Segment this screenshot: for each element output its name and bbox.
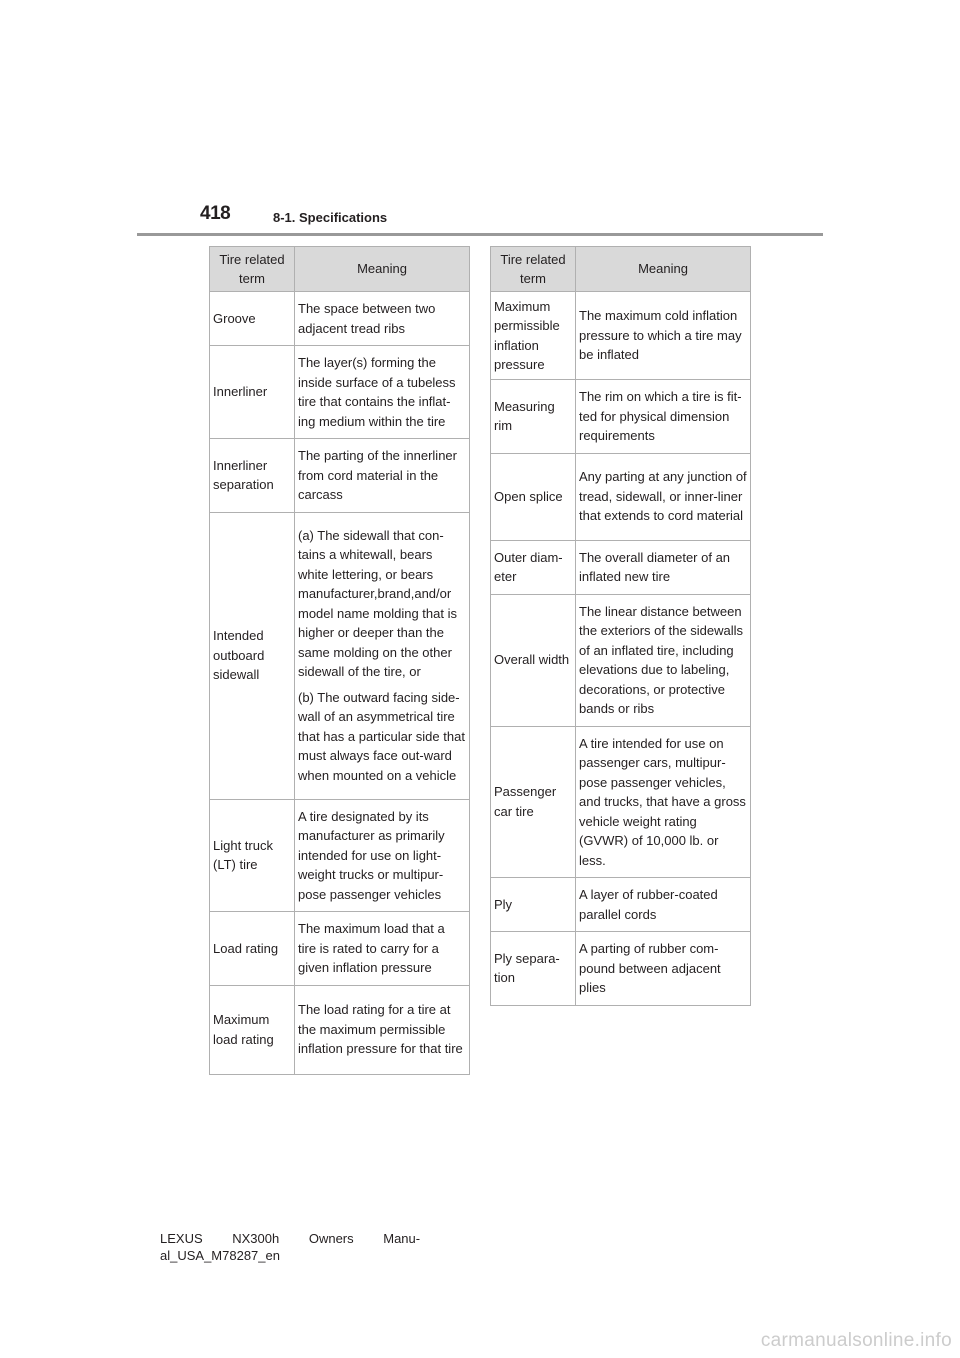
meaning-text: A tire designated by its manufacturer as primarily intended for use on light-weight trucks or multipur-pose passenger vehicles [298,808,445,902]
term-cell: Measuring rim [491,380,576,454]
meaning-cell [576,594,751,726]
term-cell: Ply [491,878,576,932]
meaning-text: A tire intended for use on passenger cars, multipur-pose passenger vehicles, and trucks, that have a gross vehicle weight rating (GVWR) of 10,000 lb. or less. [579,735,746,868]
meaning-text: (b) The outward facing side-wall of an asymmetrical tire that has a particular side that must always face out-ward when mounted on a vehicle [298,689,465,783]
meaning-text: (a) The sidewall that con-tains a whitewall, bears white lettering, or bears manufacturer,brand,and/or model name molding that is higher or deeper than the same molding on the other sidewall of the tire, or [298,527,457,680]
meaning-cell [295,292,470,346]
meaning-cell [295,912,470,986]
table-row [491,540,751,594]
meaning-cell [576,932,751,1006]
meaning-text: Any parting at any junction of tread, sidewall, or inner-liner that extends to cord material [579,469,747,524]
document-footer [160,1230,420,1264]
meaning-text: A layer of rubber-coated parallel cords [579,887,718,922]
footer-line-2: al_USA_M78287_en [160,1248,280,1263]
table-row [491,292,751,380]
page-number: 418 [200,203,231,224]
meaning-text: The rim on which a tire is fit-ted for physical dimension requirements [579,389,742,443]
term-cell: Maximum load rating [210,985,295,1074]
tire-terms-table-left [209,246,470,1075]
table-row [210,912,470,986]
meaning-text: The parting of the innerliner from cord material in the carcass [298,448,457,502]
meaning-cell [576,878,751,932]
table-row [210,985,470,1074]
meaning-text: The maximum load that a tire is rated to carry for a given inflation pressure [298,921,445,975]
term-cell: Ply separa-tion [491,932,576,1006]
term-cell: Intended outboard sidewall [210,512,295,799]
meaning-text: The linear distance between the exteriors of the sidewalls of an inflated tire, including elevations due to labeling, decorations, or protective bands or ribs [579,603,744,716]
term-cell: Innerliner separation [210,439,295,513]
column-header-term: Tire related term [210,247,295,292]
table-header-row [210,247,470,292]
table-row [491,726,751,878]
meaning-cell [576,453,751,540]
term-cell: Light truck (LT) tire [210,799,295,912]
table-row [491,878,751,932]
column-header-term: Tire related term [491,247,576,292]
meaning-text: The overall diameter of an inflated new tire [579,549,731,584]
term-cell: Passenger car tire [491,726,576,878]
table-row [491,380,751,454]
watermark: carmanualsonline.info [760,1330,952,1351]
column-header-meaning: Meaning [295,247,470,292]
term-cell: Groove [210,292,295,346]
tire-terms-table-right [490,246,751,1006]
column-header-meaning: Meaning [576,247,751,292]
table-row [491,932,751,1006]
meaning-text: A parting of rubber com-pound between adjacent plies [579,941,721,995]
term-cell: Maximum permissible inflation pressure [491,292,576,380]
term-cell: Load rating [210,912,295,986]
table-row [491,453,751,540]
meaning-cell [295,439,470,513]
term-cell: Open splice [491,453,576,540]
meaning-cell [576,726,751,878]
table-row [491,594,751,726]
meaning-cell [295,512,470,799]
meaning-text: The maximum cold inflation pressure to which a tire may be inflated [579,308,742,363]
meaning-cell [295,985,470,1074]
meaning-cell [295,799,470,912]
meaning-cell [576,540,751,594]
table-row [210,292,470,346]
meaning-text: The space between two adjacent tread ribs [298,301,436,336]
term-cell: Innerliner [210,346,295,439]
meaning-cell [295,346,470,439]
table-header-row [491,247,751,292]
term-cell: Outer diam-eter [491,540,576,594]
table-row [210,799,470,912]
term-cell: Overall width [491,594,576,726]
meaning-text: The load rating for a tire at the maximum permissible inflation pressure for that tire [298,1002,463,1057]
meaning-cell [576,380,751,454]
table-row [210,439,470,513]
meaning-text: The layer(s) forming the inside surface of a tubeless tire that contains the inflat-ing medium within the tire [298,355,456,429]
table-row [210,346,470,439]
footer-line-1: LEXUS NX300h Owners Manu- [160,1231,421,1246]
table-row [210,512,470,799]
meaning-cell [576,292,751,380]
header-divider [137,233,823,236]
section-title: 8-1. Specifications [273,210,388,225]
